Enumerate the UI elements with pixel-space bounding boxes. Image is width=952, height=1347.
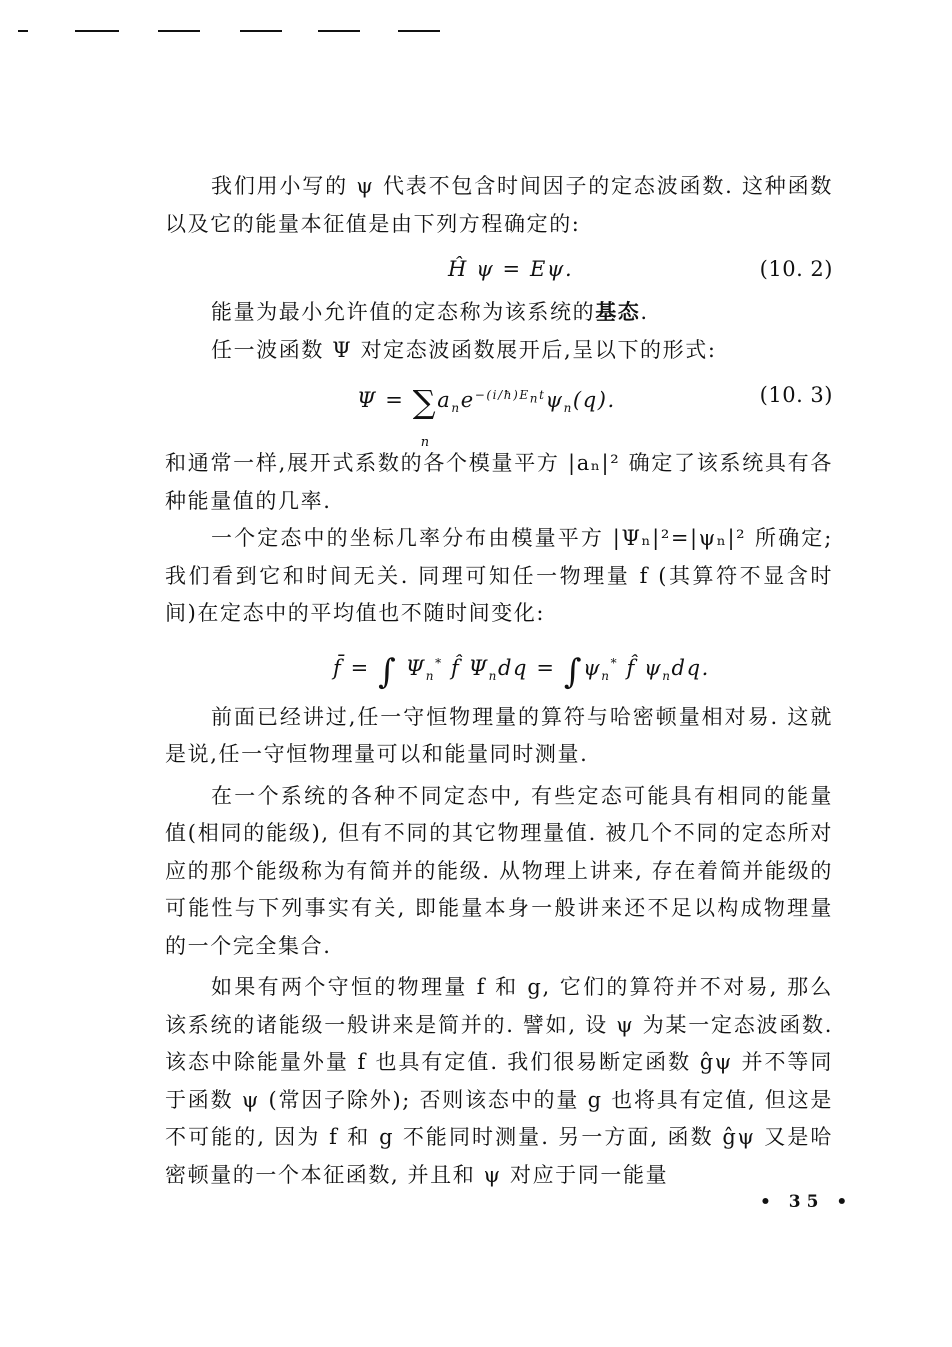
- paragraph-7: 在一个系统的各种不同定态中, 有些定态可能具有相同的能量值(相同的能级), 但有不同的其它物理量值. 被几个不同的定态所对应的那个能级称为有简并的能级. 从物理上讲来, 存在着简并能级的可能性与下列事实有关, 即能量本身一般讲来还不足以构成物理量的一个完全集合.: [165, 783, 833, 958]
- paragraph-3: 任一波函数 Ψ 对定态波函数展开后,呈以下的形式:: [211, 337, 717, 362]
- paragraph-4: 和通常一样,展开式系数的各个模量平方 |aₙ|² 确定了该系统具有各种能量值的几率.: [165, 451, 833, 513]
- paragraph-2: 能量为最小允许值的定态称为该系统的基态.: [211, 299, 649, 324]
- page-number: • 35 •: [760, 1192, 854, 1212]
- paragraph-6: 前面已经讲过,任一守恒物理量的算符与哈密顿量相对易. 这就是说,任一守恒物理量可以和能量同时测量.: [165, 704, 833, 766]
- page-body: [165, 168, 833, 1194]
- equation-mean-value: f̄ = ∫ $\Psi_n^*$ f̂ $\Psi_ndq = \int\psi_n^*$ f̂ $\psi_ndq$.: [333, 651, 710, 692]
- equation-number: (10. 2): [759, 257, 833, 281]
- paragraph-1: 我们用小写的 ψ 代表不包含时间因子的定态波函数. 这种函数以及它的能量本征值是由下列方程确定的:: [165, 174, 833, 236]
- equation-number: (10. 3): [759, 383, 833, 407]
- paragraph-8: 如果有两个守恒的物理量 f 和 g, 它们的算符并不对易, 那么该系统的诸能级一般讲来是简并的. 譬如, 设 ψ 为某一定态波函数. 该态中除能量外量 f 也具有定值. 我们很易断定函数 ĝψ 并不等同于函数 ψ (常因子除外); 否则该态中的量 g 也将具有定值, 但这是不可能的, 因为 f 和 g 不能同时测量. 另一方面, 函数 ĝψ 又是哈密顿量的一个本征函数, 并且和 ψ 对应于同一能量: [165, 975, 833, 1187]
- equation-10-2: Ĥ ψ = Eψ. (10. 2): [165, 243, 833, 293]
- equation-10-3: Ψ = ∑ n $a_ne^{-(i/ħ)E_nt}\psi_n(q)$. (10. 3): [165, 369, 833, 445]
- term-ground-state: 基态: [595, 299, 641, 324]
- paragraph-5: 一个定态中的坐标几率分布由模量平方 |Ψₙ|²=|ψₙ|² 所确定;我们看到它和时间无关. 同理可知任一物理量 f (其算符不显含时间)在定态中的平均值也不随时间变化:: [165, 526, 833, 625]
